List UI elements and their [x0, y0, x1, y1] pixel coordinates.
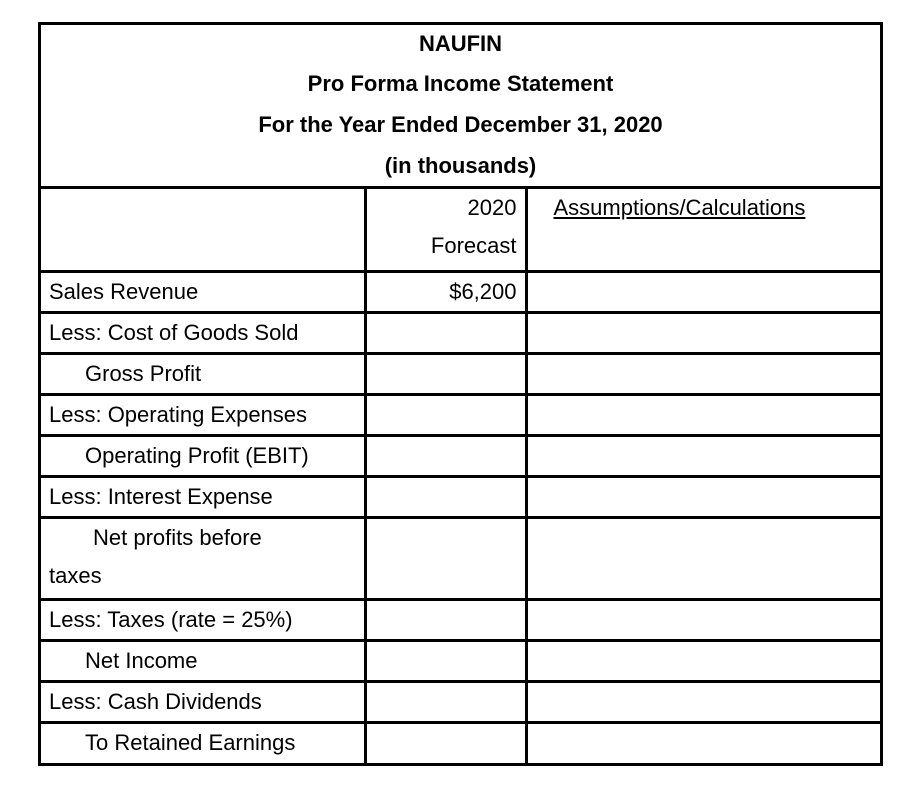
- forecast-cell[interactable]: [365, 353, 526, 394]
- table-row-cash-dividends: [41, 681, 880, 722]
- table-row-ebit: [41, 435, 880, 476]
- assumptions-column-header: Assumptions/Calculations: [526, 189, 880, 271]
- assumption-cell[interactable]: [526, 722, 880, 763]
- row-label-line1: Net profits before: [93, 524, 262, 550]
- forecast-cell[interactable]: [365, 681, 526, 722]
- assumption-cell[interactable]: [526, 435, 880, 476]
- company-name: NAUFIN: [418, 31, 503, 56]
- table-row-taxes: [41, 599, 880, 640]
- statement-units: (in thousands): [384, 153, 537, 178]
- assumption-cell[interactable]: [526, 599, 880, 640]
- forecast-column-header: [365, 189, 526, 271]
- table-row-operating-expenses: [41, 394, 880, 435]
- row-label: Gross Profit: [41, 353, 365, 394]
- forecast-cell[interactable]: [365, 722, 526, 763]
- row-label: Operating Profit (EBIT): [41, 435, 365, 476]
- forecast-cell[interactable]: [365, 476, 526, 517]
- table-row-retained-earnings: [41, 722, 880, 763]
- row-label: Less: Cost of Goods Sold: [41, 312, 365, 353]
- table-row-net-income: [41, 640, 880, 681]
- assumption-cell[interactable]: [526, 271, 880, 312]
- forecast-cell[interactable]: $6,200: [365, 271, 526, 312]
- table-row-net-profits-before-taxes: [41, 517, 880, 599]
- row-label: Less: Cash Dividends: [41, 681, 365, 722]
- forecast-cell[interactable]: [365, 435, 526, 476]
- column-header-row: [41, 189, 880, 271]
- statement-title-block: [41, 25, 880, 189]
- forecast-cell[interactable]: [365, 640, 526, 681]
- assumption-cell[interactable]: [526, 353, 880, 394]
- assumption-cell[interactable]: [526, 476, 880, 517]
- table-row-interest-expense: [41, 476, 880, 517]
- row-label-line2: taxes: [49, 562, 102, 588]
- forecast-cell[interactable]: [365, 599, 526, 640]
- statement-title: Pro Forma Income Statement: [307, 71, 614, 96]
- row-label: Less: Interest Expense: [41, 476, 365, 517]
- forecast-label: Forecast: [430, 233, 517, 258]
- assumption-cell[interactable]: [526, 681, 880, 722]
- assumption-cell[interactable]: [526, 640, 880, 681]
- table-row-cogs: [41, 312, 880, 353]
- statement-grid: [41, 189, 880, 763]
- row-label: Less: Operating Expenses: [41, 394, 365, 435]
- assumption-cell[interactable]: [526, 312, 880, 353]
- row-label: Sales Revenue: [41, 271, 365, 312]
- assumption-cell[interactable]: [526, 394, 880, 435]
- forecast-year: 2020: [467, 195, 517, 220]
- forecast-cell[interactable]: [365, 394, 526, 435]
- table-row-sales-revenue: [41, 271, 880, 312]
- income-statement-table: [38, 22, 883, 766]
- statement-period: For the Year Ended December 31, 2020: [258, 112, 663, 137]
- label-column-header: [41, 189, 365, 271]
- row-label: To Retained Earnings: [41, 722, 365, 763]
- row-label: Net Income: [41, 640, 365, 681]
- table-row-gross-profit: [41, 353, 880, 394]
- row-label: [41, 517, 365, 599]
- assumption-cell[interactable]: [526, 517, 880, 599]
- row-label: Less: Taxes (rate = 25%): [41, 599, 365, 640]
- forecast-cell[interactable]: [365, 312, 526, 353]
- forecast-cell[interactable]: [365, 517, 526, 599]
